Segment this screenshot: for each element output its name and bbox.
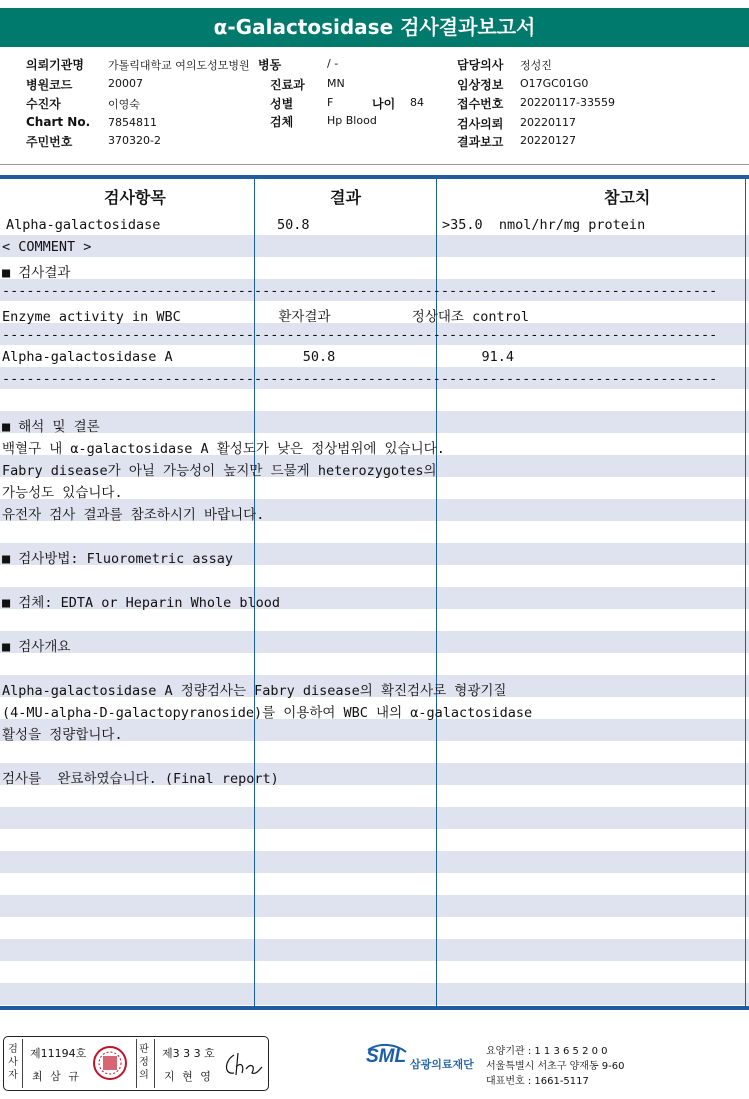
tester-label: 검사자 xyxy=(8,1044,18,1081)
comment-line: 가능성도 있습니다. xyxy=(2,485,123,501)
patient-value: 이영숙 xyxy=(108,98,140,111)
ruled-row xyxy=(0,807,749,829)
dashed-separator: ---------------------------------------------------------------------------------------- xyxy=(2,283,718,299)
test-reference-range: >35.0 nmol/hr/mg protein xyxy=(442,217,646,233)
resident-value: 370320-2 xyxy=(108,134,161,147)
specimen-label: 검체 xyxy=(270,115,294,129)
test-item-name: Alpha-galactosidase xyxy=(6,217,161,233)
column-divider xyxy=(745,179,746,1006)
care-institution-number: 요양기관 : 1 1 3 6 5 2 0 0 xyxy=(486,1046,608,1057)
ruled-row xyxy=(0,917,749,939)
tester-license: 제11194호 xyxy=(30,1047,87,1060)
report-date-value: 20220127 xyxy=(520,134,576,147)
info-divider xyxy=(0,164,749,165)
comment-line: Alpha-galactosidase A 정량검사는 Fabry disease의 확진검사로 형광기질 xyxy=(2,683,507,699)
ruled-row xyxy=(0,741,749,763)
header-reference: 참고치 xyxy=(604,188,651,207)
verifier-name: 지 현 영 xyxy=(164,1070,213,1083)
clinical-info-label: 임상정보 xyxy=(457,78,504,92)
sig-divider xyxy=(136,1039,137,1088)
header-test-item: 검사항목 xyxy=(104,188,166,207)
comment-line: 백혈구 내 α-galactosidase A 활성도가 낮은 정상범위에 있습니다. xyxy=(2,441,445,457)
hospital-code-value: 20007 xyxy=(108,77,143,90)
sheet-bottom-border xyxy=(0,1006,749,1010)
comment-line: ■ 검사방법: Fluorometric assay xyxy=(2,551,233,567)
report-date-label: 결과보고 xyxy=(457,135,504,149)
age-value: 84 xyxy=(410,96,424,109)
request-date-label: 검사의뢰 xyxy=(457,117,504,131)
ruled-row xyxy=(0,565,749,587)
chart-label: Chart No. xyxy=(26,115,91,129)
ruled-row xyxy=(0,939,749,961)
patient-label: 수진자 xyxy=(26,97,61,111)
receipt-value: 20220117-33559 xyxy=(520,96,615,109)
org-name: 삼광의료재단 xyxy=(410,1058,474,1071)
org-logo-swoosh xyxy=(366,1044,408,1076)
comment-line: ■ 검사개요 xyxy=(2,639,71,655)
dashed-separator: ---------------------------------------------------------------------------------------- xyxy=(2,327,718,343)
receipt-label: 접수번호 xyxy=(457,97,504,111)
report-title: α-Galactosidase 검사결과보고서 xyxy=(0,8,749,47)
chart-value: 7854811 xyxy=(108,116,157,129)
comment-line: ■ 검사결과 xyxy=(2,265,71,281)
ruled-row xyxy=(0,829,749,851)
institution-label: 의뢰기관명 xyxy=(26,58,84,72)
footer xyxy=(0,1030,749,1099)
ruled-row xyxy=(0,257,749,279)
comment-line: 검사를 완료하였습니다. (Final report) xyxy=(2,771,279,787)
comment-line: < COMMENT > xyxy=(2,239,92,255)
verifier-label: 판정의 xyxy=(139,1044,149,1081)
ruled-row xyxy=(0,521,749,543)
age-label: 나이 xyxy=(372,97,396,111)
ruled-row xyxy=(0,851,749,873)
result-sheet xyxy=(0,175,749,1011)
institution-value: 가톨릭대학교 여의도성모병원 xyxy=(108,59,250,72)
clinical-info-value: O17GC01G0 xyxy=(520,77,589,90)
doctor-label: 담당의사 xyxy=(457,58,504,72)
column-divider xyxy=(436,179,437,1006)
ruled-row xyxy=(0,961,749,983)
request-date-value: 20220117 xyxy=(520,116,576,129)
ruled-row xyxy=(0,411,749,433)
comment-line: 활성을 정량합니다. xyxy=(2,727,123,743)
test-result-value: 50.8 xyxy=(277,217,310,233)
ruled-row xyxy=(0,873,749,895)
sex-label: 성별 xyxy=(270,97,294,111)
dept-label: 진료과 xyxy=(270,78,305,92)
verifier-signature xyxy=(222,1047,264,1079)
ruled-row xyxy=(0,983,749,1005)
doctor-value: 정성진 xyxy=(520,59,552,72)
tester-name: 최 삼 규 xyxy=(32,1070,81,1083)
org-logo xyxy=(366,1044,408,1076)
specimen-value: Hp Blood xyxy=(327,114,377,127)
sheet-top-border xyxy=(0,175,749,179)
comment-line: Enzyme activity in WBC 환자결과 정상대조 control xyxy=(2,309,529,325)
verifier-license: 제3 3 3 호 xyxy=(162,1047,215,1060)
ruled-row xyxy=(0,235,749,257)
ward-label: 병동 xyxy=(258,58,282,72)
sex-value: F xyxy=(327,96,334,109)
comment-line: (4-MU-alpha-D-galactopyranoside)를 이용하여 WBC 내의 α-galactosidase xyxy=(2,705,533,721)
ward-value: / - xyxy=(327,57,339,70)
dept-value: MN xyxy=(327,77,345,90)
ruled-row xyxy=(0,895,749,917)
comment-line: 유전자 검사 결과를 참조하시기 바랍니다. xyxy=(2,507,265,523)
ruled-row xyxy=(0,653,749,675)
ruled-row xyxy=(0,609,749,631)
comment-line: Fabry disease가 아닐 가능성이 높지만 드물게 heterozygotes의 xyxy=(2,463,437,479)
ruled-row xyxy=(0,631,749,653)
org-address: 서울특별시 서초구 양재동 9-60 xyxy=(486,1061,625,1072)
sig-divider xyxy=(22,1039,23,1088)
hospital-code-label: 병원코드 xyxy=(26,78,73,92)
sig-divider xyxy=(154,1039,155,1088)
org-logo-text: SML xyxy=(366,1046,407,1067)
comment-line: ■ 검체: EDTA or Heparin Whole blood xyxy=(2,595,281,611)
org-phone: 대표번호 : 1661-5117 xyxy=(486,1076,589,1087)
comment-line: ■ 해석 및 결론 xyxy=(2,419,100,435)
ruled-row xyxy=(0,389,749,411)
signature-box xyxy=(3,1036,269,1091)
resident-label: 주민번호 xyxy=(26,135,73,149)
tester-seal xyxy=(92,1045,128,1081)
dashed-separator: ---------------------------------------------------------------------------------------- xyxy=(2,371,718,387)
header-result: 결과 xyxy=(330,188,361,207)
comment-line: Alpha-galactosidase A 50.8 91.4 xyxy=(2,349,515,365)
patient-info-section xyxy=(0,50,749,162)
ruled-row xyxy=(0,785,749,807)
